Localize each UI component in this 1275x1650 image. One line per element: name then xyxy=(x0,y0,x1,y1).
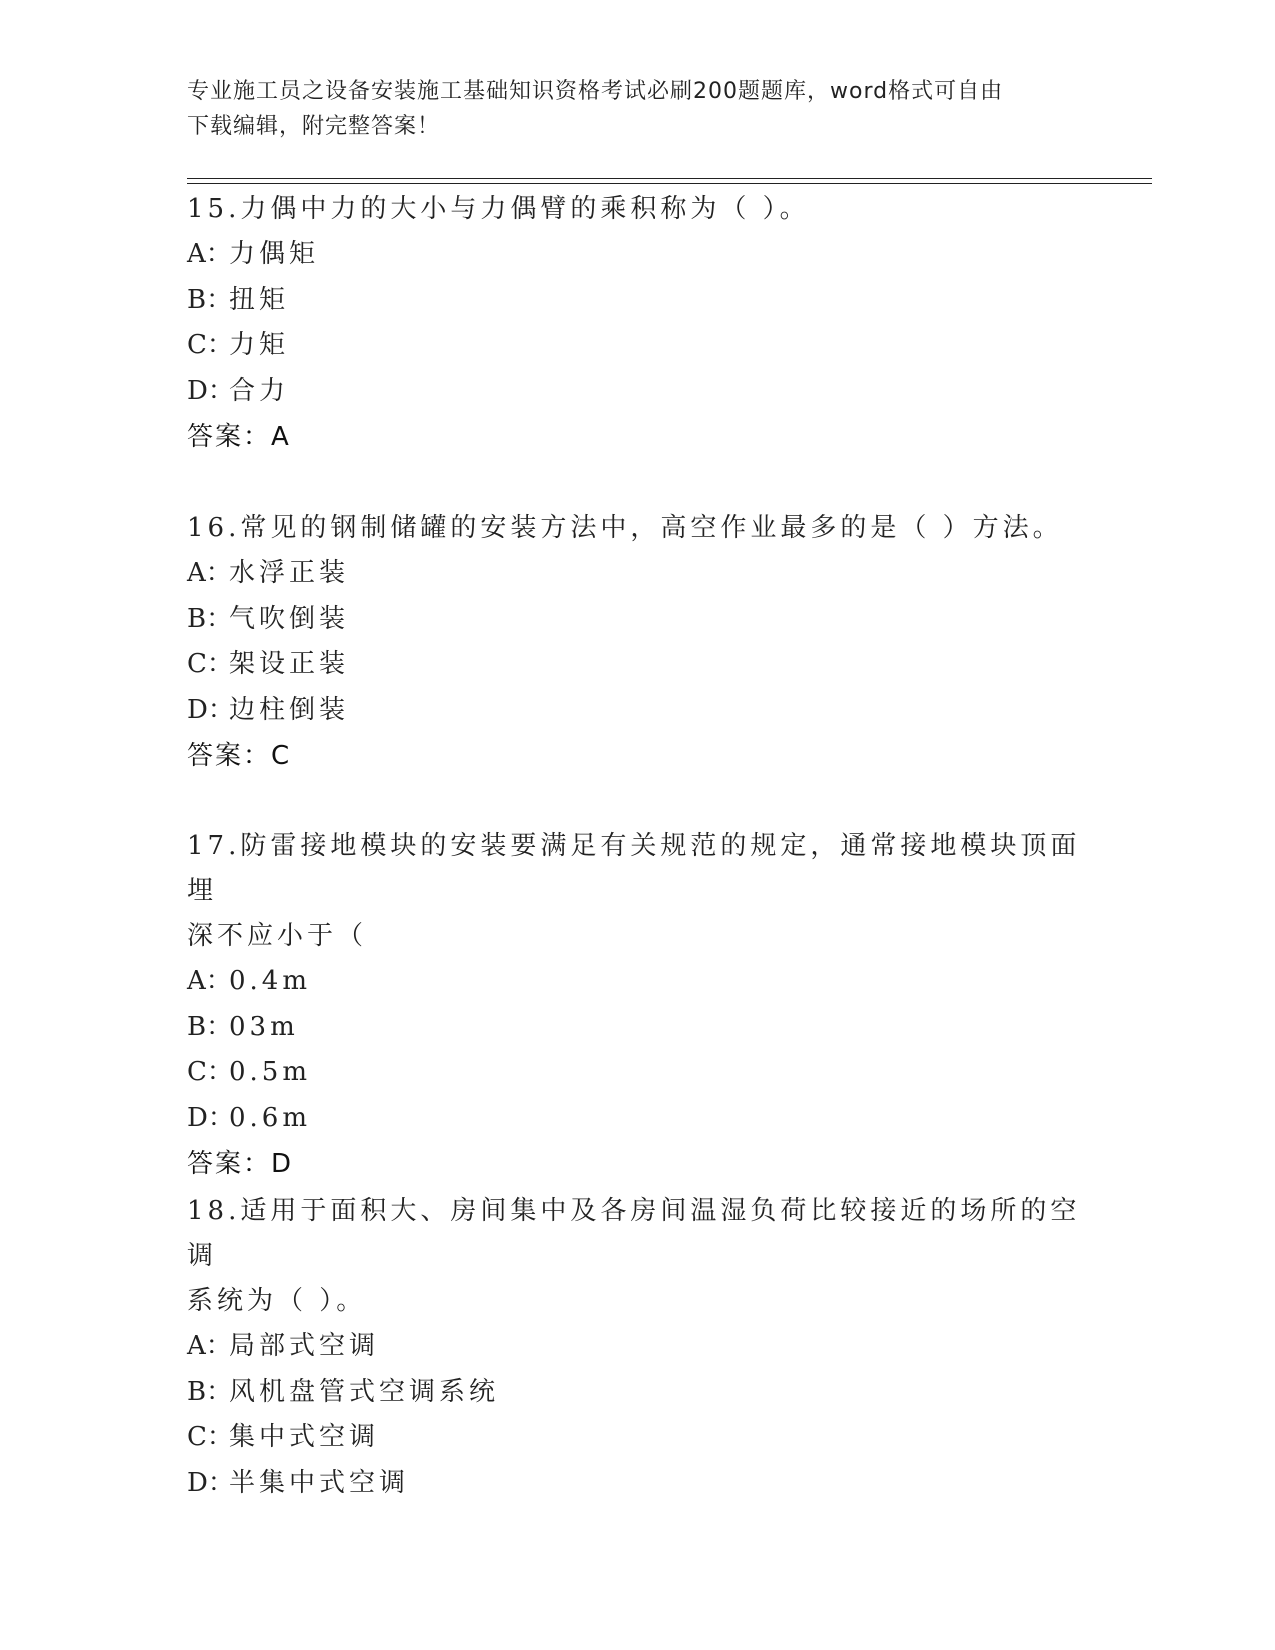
option-text: 水浮正装 xyxy=(229,558,350,588)
document-header xyxy=(187,74,1067,144)
option-text: 风机盘管式空调系统 xyxy=(229,1376,500,1407)
question-18 xyxy=(187,1189,1087,1506)
option-c xyxy=(187,1415,1087,1461)
option-a xyxy=(187,551,1087,597)
header-line-2: 下载编辑，附完整答案！ xyxy=(187,114,441,139)
question-16 xyxy=(187,506,1087,779)
option-text: 边柱倒装 xyxy=(229,694,350,725)
option-text: 0.6m xyxy=(229,1102,312,1133)
option-text: 0.4m xyxy=(229,966,312,996)
option-label: D： xyxy=(187,1467,234,1498)
question-stem: 15.力偶中力的大小与力偶臂的乘积称为（ ）。 xyxy=(187,194,810,224)
option-label: C： xyxy=(187,1057,233,1087)
option-label: C： xyxy=(187,1422,233,1452)
option-b xyxy=(187,278,1087,324)
option-label: C： xyxy=(187,649,233,679)
answer: 答案：A xyxy=(187,422,291,452)
answer: 答案：C xyxy=(187,741,292,771)
question-stem-line-1: 18.适用于面积大、房间集中及各房间温湿负荷比较接近的场所的空调 xyxy=(187,1196,1081,1271)
question-stem-line-1: 17.防雷接地模块的安装要满足有关规范的规定，通常接地模块顶面埋 xyxy=(187,831,1081,906)
option-d xyxy=(187,1096,1087,1142)
option-label: B： xyxy=(187,1376,233,1407)
question-stem-line-2: 系统为（ ）。 xyxy=(187,1286,367,1316)
header-divider-top xyxy=(187,178,1152,179)
option-text: 0.5m xyxy=(229,1057,312,1087)
option-a xyxy=(187,232,1087,278)
option-b xyxy=(187,1370,1087,1416)
question-stem-line-2: 深不应小于（ xyxy=(187,921,368,951)
option-text: 扭矩 xyxy=(229,284,290,315)
option-text: 力矩 xyxy=(229,330,290,360)
answer: 答案：D xyxy=(187,1149,294,1179)
option-label: D： xyxy=(187,1102,234,1133)
question-15 xyxy=(187,187,1087,460)
option-label: B： xyxy=(187,603,233,634)
option-c xyxy=(187,323,1087,369)
option-label: B： xyxy=(187,1011,233,1042)
option-label: C： xyxy=(187,330,233,360)
option-label: A： xyxy=(187,239,232,269)
option-text: 半集中式空调 xyxy=(229,1467,410,1498)
option-label: D： xyxy=(187,694,234,725)
question-17 xyxy=(187,824,1087,1187)
option-text: 集中式空调 xyxy=(229,1422,380,1452)
option-b xyxy=(187,1005,1087,1051)
option-c xyxy=(187,1050,1087,1096)
option-text: 合力 xyxy=(229,375,290,406)
option-b xyxy=(187,597,1087,643)
option-label: D： xyxy=(187,375,234,406)
option-c xyxy=(187,642,1087,688)
option-label: A： xyxy=(187,558,232,588)
header-line-1: 专业施工员之设备安装施工基础知识资格考试必刷200题题库，word格式可自由 xyxy=(187,79,1004,104)
question-stem: 16.常见的钢制储罐的安装方法中，高空作业最多的是（ ）方法。 xyxy=(187,513,1063,543)
option-text: 气吹倒装 xyxy=(229,603,350,634)
option-label: A： xyxy=(187,1331,232,1361)
option-a xyxy=(187,959,1087,1005)
header-divider-bottom xyxy=(187,183,1152,184)
option-text: 局部式空调 xyxy=(229,1331,380,1361)
option-label: B： xyxy=(187,284,233,315)
option-d xyxy=(187,1461,1087,1507)
option-d xyxy=(187,688,1087,734)
option-label: A： xyxy=(187,966,232,996)
option-a xyxy=(187,1324,1087,1370)
option-text: 力偶矩 xyxy=(229,239,320,269)
option-d xyxy=(187,369,1087,415)
option-text: 架设正装 xyxy=(229,649,350,679)
option-text: 03m xyxy=(229,1011,299,1042)
